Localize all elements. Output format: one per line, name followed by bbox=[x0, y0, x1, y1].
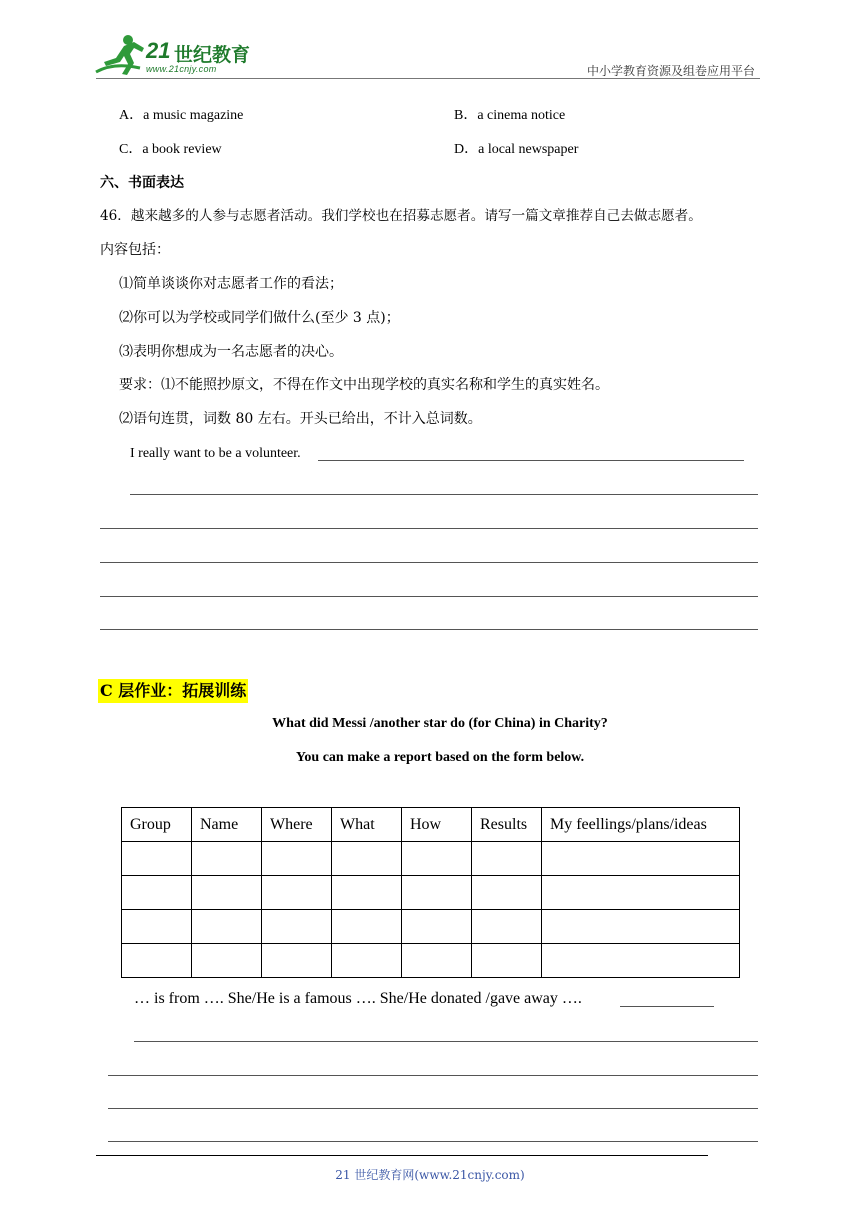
writing-line bbox=[108, 1141, 758, 1142]
table-cell[interactable] bbox=[542, 944, 740, 978]
writing-line bbox=[318, 460, 744, 461]
writing-line bbox=[620, 1006, 714, 1007]
table-cell[interactable] bbox=[332, 944, 402, 978]
option-d: D．a local newspaper bbox=[454, 142, 579, 157]
table-cell[interactable] bbox=[542, 910, 740, 944]
writing-line bbox=[100, 596, 758, 597]
footer-site-link[interactable]: 21 世纪教育网(www.21cnjy.com) bbox=[335, 1168, 525, 1182]
section-heading-c: C 层作业：拓展训练 bbox=[98, 679, 248, 703]
content-point-3: ⑶表明你想成为一名志愿者的决心。 bbox=[119, 344, 343, 360]
table-header-cell: My feellings/plans/ideas bbox=[542, 808, 740, 842]
table-cell[interactable] bbox=[262, 842, 332, 876]
table-cell[interactable] bbox=[192, 876, 262, 910]
writing-line bbox=[100, 528, 758, 529]
option-b: B．a cinema notice bbox=[454, 108, 566, 123]
table-cell[interactable] bbox=[472, 842, 542, 876]
writing-line bbox=[108, 1108, 758, 1109]
logo-url: www.21cnjy.com bbox=[146, 64, 217, 74]
writing-line bbox=[100, 629, 758, 630]
section-heading-writing: 六、书面表达 bbox=[100, 175, 184, 191]
requirement-1: 要求：⑴不能照抄原文，不得在作文中出现学校的真实名称和学生的真实姓名。 bbox=[119, 377, 609, 393]
table-header-cell: What bbox=[332, 808, 402, 842]
site-logo bbox=[94, 32, 264, 80]
content-point-1: ⑴简单谈谈你对志愿者工作的看法； bbox=[119, 276, 343, 292]
table-cell[interactable] bbox=[472, 876, 542, 910]
table-row bbox=[122, 876, 740, 910]
report-instruction: You can make a report based on the form below. bbox=[295, 750, 585, 765]
report-title: What did Messi /another star do (for China) in Charity? bbox=[272, 716, 608, 731]
option-a: A．a music magazine bbox=[119, 108, 244, 123]
writing-line bbox=[108, 1075, 758, 1076]
table-cell[interactable] bbox=[192, 910, 262, 944]
table-cell[interactable] bbox=[332, 876, 402, 910]
table-cell[interactable] bbox=[472, 944, 542, 978]
table-cell[interactable] bbox=[262, 910, 332, 944]
table-header-cell: Name bbox=[192, 808, 262, 842]
content-point-2: ⑵你可以为学校或同学们做什么(至少 3 点)； bbox=[119, 310, 400, 326]
table-cell[interactable] bbox=[122, 910, 192, 944]
table-row bbox=[122, 910, 740, 944]
table-cell[interactable] bbox=[332, 842, 402, 876]
table-row bbox=[122, 944, 740, 978]
option-c: C．a book review bbox=[119, 142, 222, 157]
table-cell[interactable] bbox=[122, 842, 192, 876]
table-cell[interactable] bbox=[402, 910, 472, 944]
table-cell[interactable] bbox=[402, 876, 472, 910]
footer-divider bbox=[96, 1155, 708, 1156]
table-cell[interactable] bbox=[542, 842, 740, 876]
requirement-2: ⑵语句连贯，词数 80 左右。开头已给出，不计入总词数。 bbox=[119, 411, 482, 427]
table-cell[interactable] bbox=[332, 910, 402, 944]
report-form-table bbox=[121, 807, 740, 978]
logo-number: 21 bbox=[146, 38, 171, 63]
table-cell[interactable] bbox=[122, 876, 192, 910]
essay-opening: I really want to be a volunteer. bbox=[130, 446, 301, 461]
table-header-cell: Group bbox=[122, 808, 192, 842]
table-cell[interactable] bbox=[402, 842, 472, 876]
table-header-row bbox=[122, 808, 740, 842]
table-header-cell: How bbox=[402, 808, 472, 842]
writing-line bbox=[130, 494, 758, 495]
table-row bbox=[122, 842, 740, 876]
header-tagline: 中小学教育资源及组卷应用平台 bbox=[586, 64, 755, 78]
table-cell[interactable] bbox=[122, 944, 192, 978]
table-header-cell: Where bbox=[262, 808, 332, 842]
table-cell[interactable] bbox=[472, 910, 542, 944]
table-cell[interactable] bbox=[262, 944, 332, 978]
report-sentence-start: … is from …. She/He is a famous …. She/He donated /gave away …. bbox=[134, 990, 582, 1007]
running-man-logo-icon bbox=[94, 32, 146, 76]
table-cell[interactable] bbox=[402, 944, 472, 978]
question-46-text: 46．越来越多的人参与志愿者活动。我们学校也在招募志愿者。请写一篇文章推荐自己去做志愿者。 bbox=[100, 208, 702, 224]
question-46-content-label: 内容包括： bbox=[100, 242, 170, 258]
header-divider bbox=[96, 78, 760, 79]
table-cell[interactable] bbox=[192, 842, 262, 876]
writing-line bbox=[134, 1041, 758, 1042]
logo-title: 世纪教育 bbox=[174, 44, 251, 66]
table-cell[interactable] bbox=[192, 944, 262, 978]
table-cell[interactable] bbox=[542, 876, 740, 910]
table-cell[interactable] bbox=[262, 876, 332, 910]
table-header-cell: Results bbox=[472, 808, 542, 842]
writing-line bbox=[100, 562, 758, 563]
